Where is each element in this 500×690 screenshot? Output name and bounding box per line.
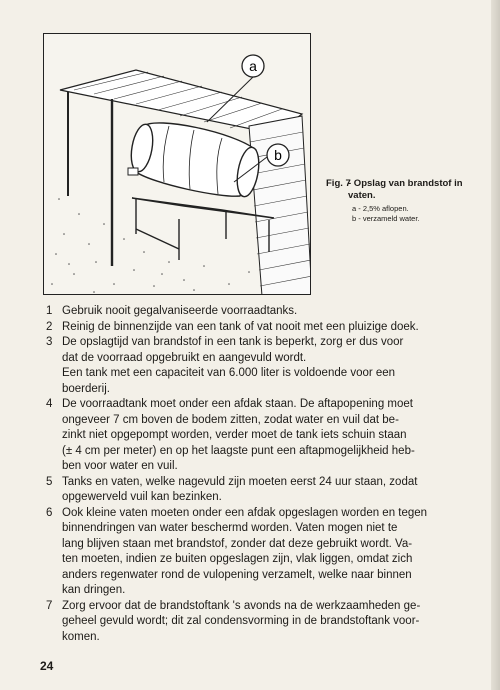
instruction-item-7 [46, 599, 486, 646]
item-line: ten moeten, indien ze buiten opgeslagen zijn, vlak liggen, omdat zich [62, 553, 413, 565]
instruction-item-2 [46, 320, 486, 336]
legend-item-b: b - verzameld water. [352, 214, 420, 223]
legend-item-a: a - 2,5% aflopen. [352, 204, 409, 213]
item-line: anders regenwater rond de vulopening verzamelt, welke naar binnen [62, 568, 412, 581]
instruction-item-3 [46, 335, 486, 397]
fuel-storage-drawing [44, 34, 311, 295]
item-number: 6 [46, 506, 53, 519]
item-line: komen. [62, 630, 100, 643]
fuel-barrel [128, 123, 262, 199]
item-line: Tanks en vaten, welke nagevuld zijn moeten eerst 24 uur staan, zodat [62, 475, 418, 488]
item-line: Een tank met een capaciteit van 6.000 liter is voldoende voor een [62, 367, 396, 379]
barrel-stand [132, 198, 274, 260]
item-line: Gebruik nooit gegalvaniseerde voorraadtanks. [62, 305, 298, 317]
item-line: binnendringen van water beschermd worden. Vaten mogen niet te [62, 522, 398, 534]
figure-illustration [43, 33, 311, 295]
callout-a-label: a [249, 58, 257, 74]
item-line: boerderij. [62, 382, 110, 395]
item-line: ben voor water en vuil. [62, 460, 178, 472]
item-line: dat de voorraad opgebruikt en aangevuld wordt. [62, 351, 307, 364]
figure-legend [352, 204, 482, 224]
page-edge [491, 0, 500, 690]
callout-b-label: b [274, 147, 282, 163]
item-line: geheel gevuld wordt; dit zal condensvorming in de brandstoftank voor- [62, 615, 420, 627]
item-line: zinkt niet opgepompt worden, verder moet de tank iets schuin staan [62, 429, 407, 441]
item-number: 2 [46, 320, 53, 333]
item-line: kan dringen. [62, 584, 126, 596]
item-line: opgewerveld vuil kan bezinken. [62, 491, 222, 503]
item-number: 3 [46, 336, 53, 348]
instruction-item-5 [46, 475, 486, 506]
item-line: Zorg ervoor dat de brandstoftank 's avonds na de werkzaamheden ge- [62, 599, 421, 612]
item-line: ongeveer 7 cm boven de bodem zitten, zodat water en vuil dat be- [62, 413, 399, 426]
instruction-item-4 [46, 397, 486, 475]
numbered-instructions [46, 304, 486, 645]
brick-wall [249, 116, 311, 295]
item-line: De opslagtijd van brandstof in een tank is beperkt, zorg er dus voor [62, 336, 404, 348]
page-number: 24 [40, 659, 54, 673]
item-line: Reinig de binnenzijde van een tank of vat nooit met een pluizige doek. [62, 320, 419, 333]
item-number: 7 [46, 599, 53, 612]
item-number: 4 [46, 398, 53, 410]
item-number: 5 [46, 475, 53, 488]
instruction-item-1 [46, 304, 486, 320]
item-number: 1 [46, 305, 53, 317]
item-line: De voorraadtank moet onder een afdak staan. De aftapopening moet [62, 398, 413, 410]
item-line: Ook kleine vaten moeten onder een afdak opgeslagen worden en tegen [62, 506, 428, 519]
figure-title: - Opslag van brandstof in vaten. [348, 178, 463, 201]
item-line: (± 4 cm per meter) en op het laagste punt een aftapmogelijkheid heb- [62, 444, 415, 457]
item-line: lang blijven staan met brandstof, zonder dat deze gebruikt wordt. Va- [62, 537, 413, 550]
figure-number: Fig. 7 [326, 178, 351, 189]
instruction-item-6 [46, 506, 486, 599]
